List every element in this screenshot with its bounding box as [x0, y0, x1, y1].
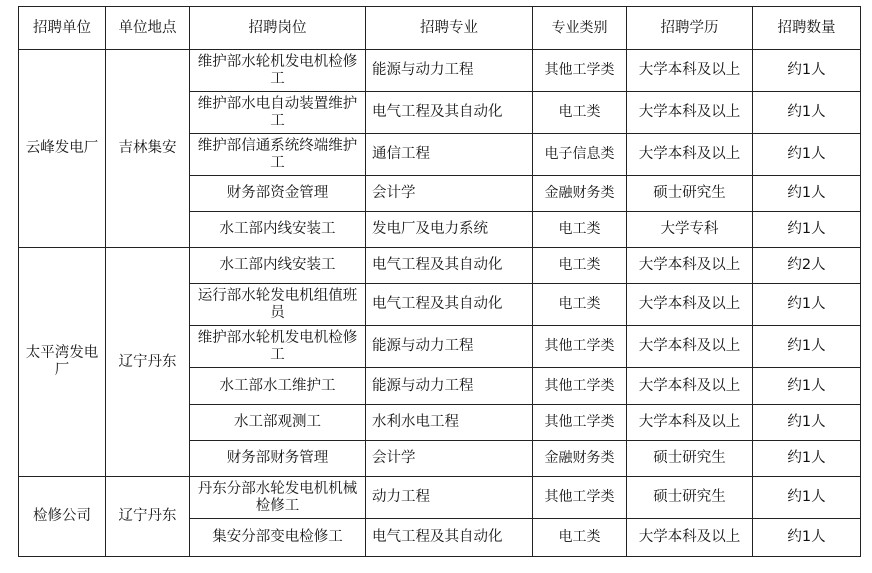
header-row: [19, 7, 861, 50]
header-category: 专业类别: [533, 7, 627, 50]
table-row: [19, 248, 861, 284]
position-cell: 维护部水电自动装置维护工: [190, 92, 366, 134]
position-cell: 水工部观测工: [190, 405, 366, 441]
unit-cell: 太平湾发电厂: [19, 248, 106, 477]
count-cell: 约1人: [753, 519, 861, 557]
education-cell: 大学本科及以上: [627, 50, 753, 92]
category-cell: 电子信息类: [533, 134, 627, 176]
position-cell: 维护部信通系统终端维护工: [190, 134, 366, 176]
major-cell: 动力工程: [366, 477, 533, 519]
education-cell: 硕士研究生: [627, 477, 753, 519]
education-cell: 大学专科: [627, 212, 753, 248]
education-cell: 硕士研究生: [627, 441, 753, 477]
education-cell: 大学本科及以上: [627, 368, 753, 405]
education-cell: 大学本科及以上: [627, 326, 753, 368]
header-major: 招聘专业: [366, 7, 533, 50]
major-cell: 能源与动力工程: [366, 368, 533, 405]
unit-cell: 云峰发电厂: [19, 50, 106, 248]
count-cell: 约1人: [753, 477, 861, 519]
count-cell: 约1人: [753, 92, 861, 134]
education-cell: 大学本科及以上: [627, 405, 753, 441]
position-cell: 集安分部变电检修工: [190, 519, 366, 557]
category-cell: 金融财务类: [533, 176, 627, 212]
category-cell: 其他工学类: [533, 326, 627, 368]
major-cell: 会计学: [366, 441, 533, 477]
count-cell: 约1人: [753, 326, 861, 368]
category-cell: 电工类: [533, 212, 627, 248]
education-cell: 大学本科及以上: [627, 248, 753, 284]
major-cell: 会计学: [366, 176, 533, 212]
header-education: 招聘学历: [627, 7, 753, 50]
count-cell: 约1人: [753, 441, 861, 477]
header-count: 招聘数量: [753, 7, 861, 50]
education-cell: 硕士研究生: [627, 176, 753, 212]
count-cell: 约1人: [753, 212, 861, 248]
location-cell: 吉林集安: [106, 50, 190, 248]
count-cell: 约1人: [753, 405, 861, 441]
position-cell: 维护部水轮机发电机检修工: [190, 326, 366, 368]
count-cell: 约1人: [753, 134, 861, 176]
location-cell: 辽宁丹东: [106, 248, 190, 477]
position-cell: 水工部水工维护工: [190, 368, 366, 405]
major-cell: 发电厂及电力系统: [366, 212, 533, 248]
header-location: 单位地点: [106, 7, 190, 50]
count-cell: 约1人: [753, 50, 861, 92]
recruitment-table: [18, 6, 861, 557]
position-cell: 财务部资金管理: [190, 176, 366, 212]
major-cell: 电气工程及其自动化: [366, 519, 533, 557]
table-row: [19, 50, 861, 92]
category-cell: 其他工学类: [533, 368, 627, 405]
table-row: [19, 477, 861, 519]
count-cell: 约1人: [753, 368, 861, 405]
major-cell: 能源与动力工程: [366, 326, 533, 368]
category-cell: 电工类: [533, 519, 627, 557]
major-cell: 电气工程及其自动化: [366, 248, 533, 284]
education-cell: 大学本科及以上: [627, 519, 753, 557]
count-cell: 约2人: [753, 248, 861, 284]
category-cell: 电工类: [533, 92, 627, 134]
category-cell: 金融财务类: [533, 441, 627, 477]
major-cell: 水利水电工程: [366, 405, 533, 441]
major-cell: 电气工程及其自动化: [366, 92, 533, 134]
education-cell: 大学本科及以上: [627, 92, 753, 134]
major-cell: 能源与动力工程: [366, 50, 533, 92]
category-cell: 其他工学类: [533, 477, 627, 519]
location-cell: 辽宁丹东: [106, 477, 190, 557]
major-cell: 通信工程: [366, 134, 533, 176]
position-cell: 水工部内线安装工: [190, 212, 366, 248]
position-cell: 财务部财务管理: [190, 441, 366, 477]
position-cell: 丹东分部水轮发电机机械检修工: [190, 477, 366, 519]
education-cell: 大学本科及以上: [627, 134, 753, 176]
count-cell: 约1人: [753, 176, 861, 212]
category-cell: 其他工学类: [533, 405, 627, 441]
position-cell: 运行部水轮发电机组值班员: [190, 284, 366, 326]
header-position: 招聘岗位: [190, 7, 366, 50]
category-cell: 电工类: [533, 284, 627, 326]
category-cell: 其他工学类: [533, 50, 627, 92]
position-cell: 维护部水轮机发电机检修工: [190, 50, 366, 92]
count-cell: 约1人: [753, 284, 861, 326]
position-cell: 水工部内线安装工: [190, 248, 366, 284]
header-unit: 招聘单位: [19, 7, 106, 50]
unit-cell: 检修公司: [19, 477, 106, 557]
category-cell: 电工类: [533, 248, 627, 284]
education-cell: 大学本科及以上: [627, 284, 753, 326]
major-cell: 电气工程及其自动化: [366, 284, 533, 326]
